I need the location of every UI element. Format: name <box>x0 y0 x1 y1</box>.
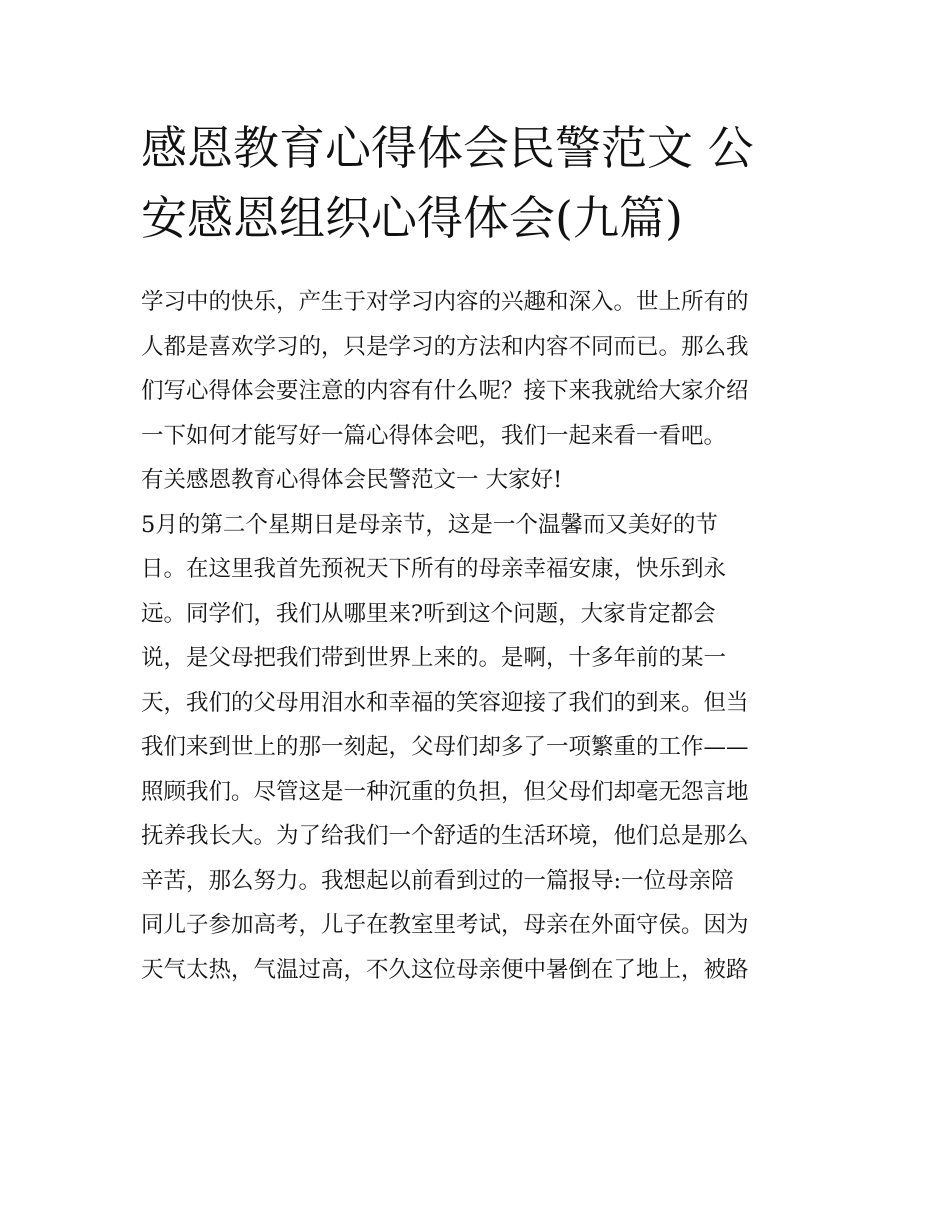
body-line: 我们来到世上的那一刻起，父母们却多了一项繁重的工作—— <box>141 734 749 760</box>
body-line: 辛苦，那么努力。我想起以前看到过的一篇报导:一位母亲陪 <box>141 867 734 894</box>
body-line: 照顾我们。尽管这是一种沉重的负担，但父母们却毫无怨言地 <box>141 778 749 805</box>
body-line: 同儿子参加高考，儿子在教室里考试，母亲在外面守侯。因为 <box>141 912 749 938</box>
body-line: 5月的第二个星期日是母亲节，这是一个温馨而又美好的节 <box>141 511 718 538</box>
body-line: 天，我们的父母用泪水和幸福的笑容迎接了我们的到来。但当 <box>141 689 749 716</box>
body-line: 人都是喜欢学习的，只是学习的方法和内容不同而已。那么我 <box>141 333 749 360</box>
body-line: 说，是父母把我们带到世界上来的。是啊，十多年前的某一 <box>141 645 727 671</box>
title-line: 感恩教育心得体会民警范文 公 <box>141 121 754 175</box>
document-title <box>141 113 821 253</box>
body-line: 学习中的快乐，产生于对学习内容的兴趣和深入。世上所有的 <box>141 289 749 315</box>
body-line: 一下如何才能写好一篇心得体会吧，我们一起来看一看吧。 <box>141 422 727 449</box>
document-body <box>141 280 821 992</box>
body-line: 日。在这里我首先预祝天下所有的母亲幸福安康，快乐到永 <box>141 556 727 582</box>
body-line: 们写心得体会要注意的内容有什么呢？接下来我就给大家介绍 <box>141 378 749 404</box>
section-heading-line: 有关感恩教育心得体会民警范文一 大家好! <box>141 467 563 493</box>
body-line: 抚养我长大。为了给我们一个舒适的生活环境，他们总是那么 <box>141 823 749 849</box>
title-line: 安感恩组织心得体会(九篇) <box>141 191 683 245</box>
body-line: 天气太热，气温过高，不久这位母亲便中暑倒在了地上，被路 <box>141 956 749 983</box>
body-line: 远。同学们，我们从哪里来?听到这个问题，大家肯定都会 <box>141 600 716 627</box>
